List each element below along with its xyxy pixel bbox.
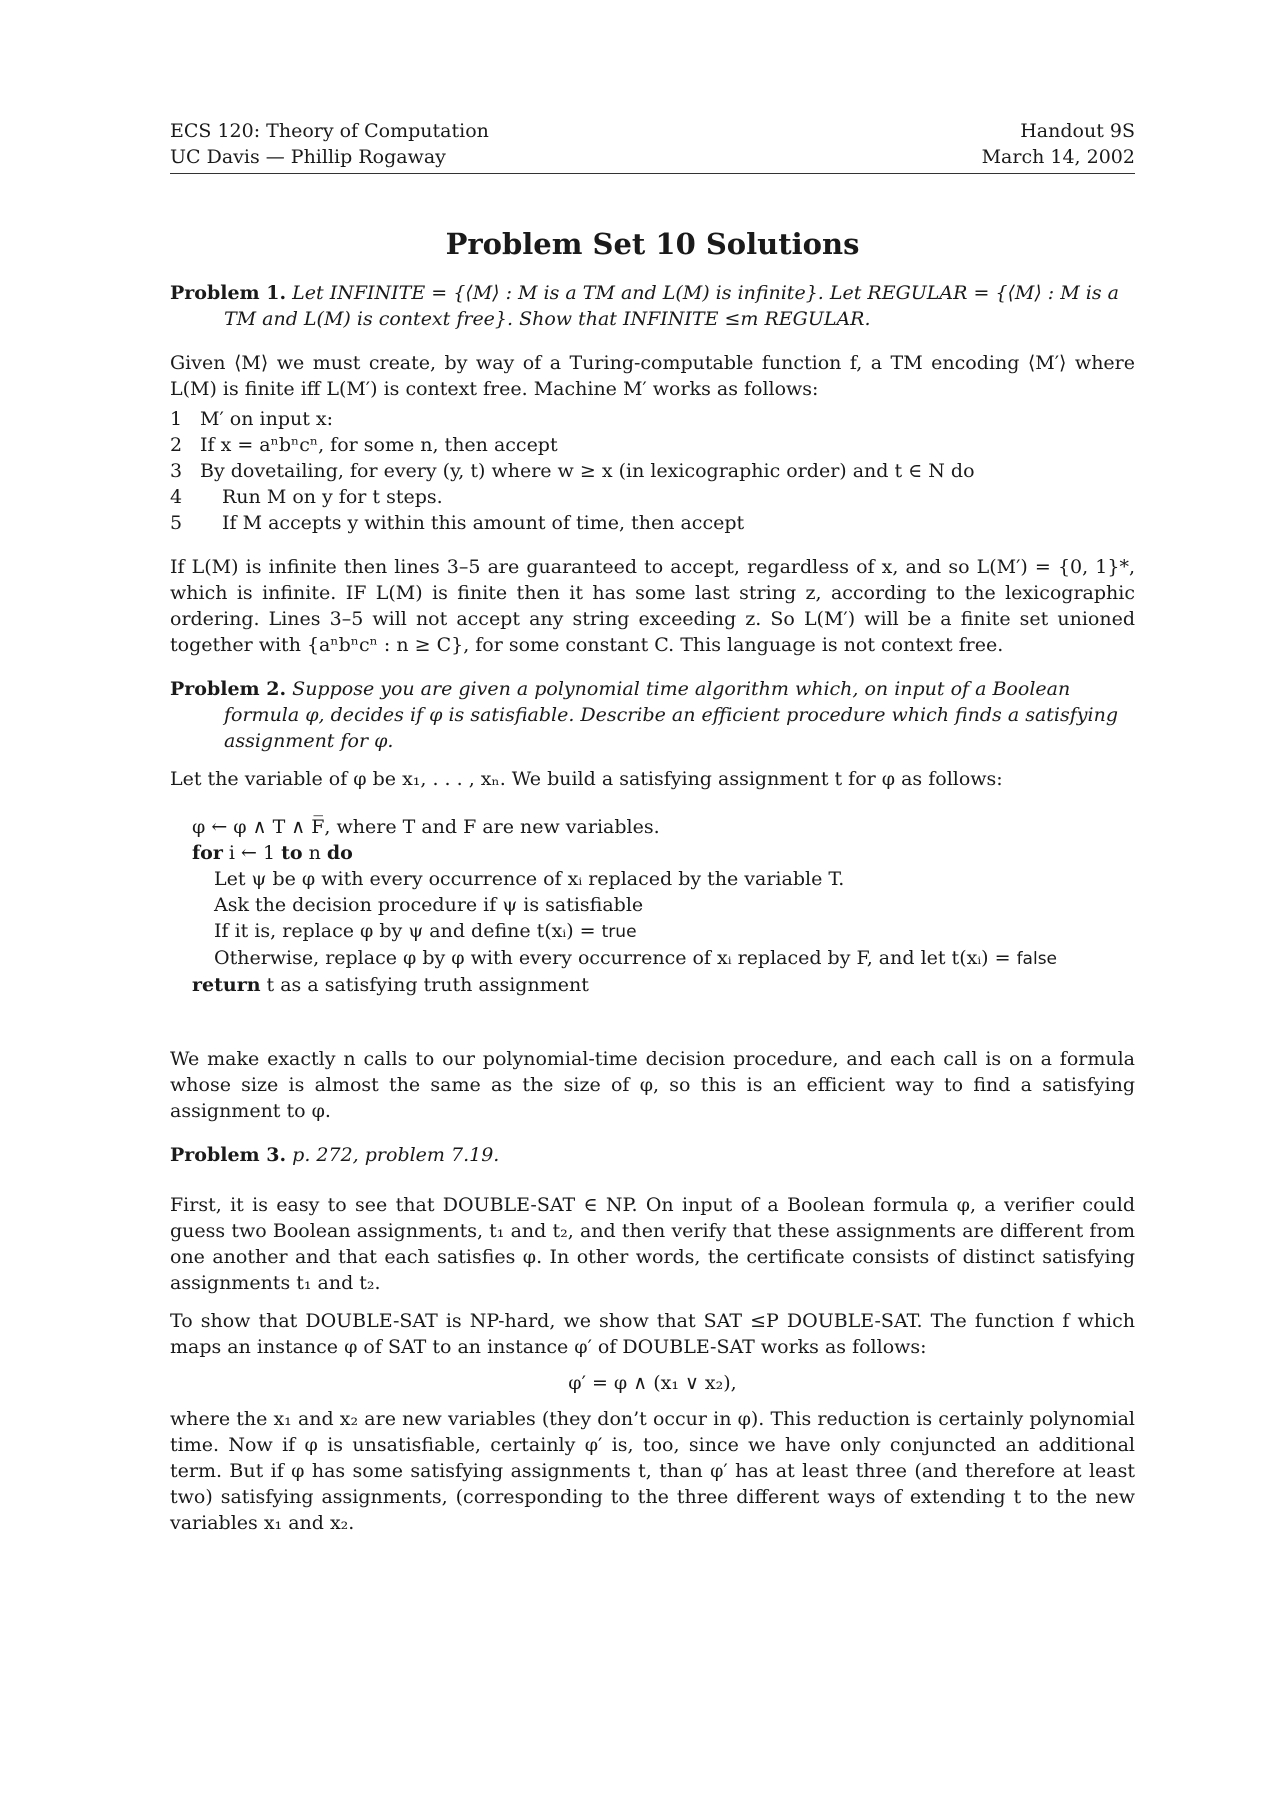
algorithm-line [170,406,1135,432]
problem-1-text: Let INFINITE = {⟨M⟩ : M is a TM and L(M) is infinite}. Let REGULAR = {⟨M⟩ : M is a TM and L(M) is context free}. Show that INFINITE ≤m REGULAR. [224,282,1119,330]
problem-1-statement [170,280,1135,332]
code-line-body [192,918,1135,945]
problem-1-intro: Given ⟨M⟩ we must create, by way of a Turing-computable function f, a TM encoding ⟨M′⟩ where L(M) is finite iff L(M′) is context free. Machine M′ works as follows: [170,352,1135,400]
code-line-init: φ ← φ ∧ T ∧ F̅, where T and F are new variables. [192,816,660,838]
institution-author: UC Davis — Phillip Rogaway [170,146,446,168]
algorithm-line [170,432,1135,458]
true-literal: true [601,922,637,942]
problem-3-para-3: where the x₁ and x₂ are new variables (they don’t occur in φ). This reduction is certainly polynomial time. Now if φ is unsatisfiable, certainly φ′ is, too, since we have only conjuncted an additional term. But if φ has some satisfying assignments t, than φ′ has at least three (and therefore at least two) satisfying assignments, (corresponding to the three different ways of extending t to the new variables x₁ and x₂. [170,1408,1135,1534]
problem-2-statement [170,676,1135,754]
line-number: 5 [170,512,183,534]
handout-date: March 14, 2002 [981,146,1135,168]
problem-2-text: Suppose you are given a polynomial time algorithm which, on input of a Boolean formula φ, decides if φ is satisfiable. Describe an efficient procedure which finds a satisfying assignment for φ. [224,678,1118,752]
problem-1-label: Problem 1. [170,282,287,304]
page-title: Problem Set 10 Solutions [445,227,860,261]
problem-3-para-2: To show that DOUBLE-SAT is NP-hard, we show that SAT ≤P DOUBLE-SAT. The function f which maps an instance φ of SAT to an instance φ′ of DOUBLE-SAT works as follows: [170,1310,1135,1358]
reduction-equation: φ′ = φ ∧ (x₁ ∨ x₂), [568,1372,737,1394]
line-text: M′ on input x: [200,408,334,430]
code-text: Otherwise, replace φ by φ with every occurrence of xᵢ replaced by F, and let t(xᵢ) = [214,947,1017,969]
return-text: t as a satisfying truth assignment [260,974,589,996]
problem-3-para-1: First, it is easy to see that DOUBLE-SAT ∈ NP. On input of a Boolean formula φ, a verifier could guess two Boolean assignments, t₁ and t₂, and then verify that these assignments are different from one another and that each satisfies φ. In other words, the certificate consists of distinct satisfying assignments t₁ and t₂. [170,1194,1135,1294]
problem-3-statement [170,1142,1135,1168]
problem-2-intro: Let the variable of φ be x₁, . . . , xₙ. We build a satisfying assignment t for φ as follows: [170,768,1003,790]
document-page [170,118,1135,1536]
problem-2-procedure [170,814,1135,998]
line-text: If x = aⁿbⁿcⁿ, for some n, then accept [200,434,558,456]
code-line-for [192,840,1135,866]
problem-1-algorithm [170,406,1135,536]
handout-number: Handout 9S [1020,120,1135,142]
for-bound: n [302,842,327,864]
code-line-body: Let ψ be φ with every occurrence of xᵢ replaced by the variable T. [214,868,845,890]
algorithm-line [170,484,1135,510]
problem-3-label: Problem 3. [170,1144,287,1166]
line-number: 1 [170,408,183,430]
line-number: 3 [170,460,183,482]
line-number: 4 [170,486,183,508]
line-text: If M accepts y within this amount of time, then accept [222,512,745,534]
problem-3-text: p. 272, problem 7.19. [292,1144,500,1166]
keyword-to: to [281,842,303,864]
keyword-return: return [192,974,261,996]
problem-2-conclusion: We make exactly n calls to our polynomial-time decision procedure, and each call is on a formula whose size is almost the same as the size of φ, so this is an efficient way to find a satisfying assignment to φ. [170,1048,1135,1122]
page-header [170,118,1135,174]
code-line-body [192,945,1135,972]
problem-1-explanation: If L(M) is infinite then lines 3–5 are guaranteed to accept, regardless of x, and so L(M′) = {0, 1}*, which is infinite. IF L(M) is finite then it has some last string z, according to the lexicographic ordering. Lines 3–5 will not accept any string exceeding z. So L(M′) will be a finite set unioned together with {aⁿbⁿcⁿ : n ≥ C}, for some constant C. This language is not context free. [170,556,1135,656]
algorithm-line [170,510,1135,536]
course-name: ECS 120: Theory of Computation [170,120,489,142]
keyword-do: do [326,842,353,864]
code-line-body: Ask the decision procedure if ψ is satisfiable [214,894,644,916]
keyword-for: for [192,842,223,864]
algorithm-line [170,458,1135,484]
code-text: If it is, replace φ by ψ and define t(xᵢ) = [214,920,602,942]
for-range: i ← 1 [222,842,282,864]
line-text: By dovetailing, for every (y, t) where w ≥ x (in lexicographic order) and t ∈ N do [200,460,975,482]
line-number: 2 [170,434,183,456]
false-literal: false [1016,949,1058,969]
problem-2-label: Problem 2. [170,678,287,700]
line-text: Run M on y for t steps. [222,486,443,508]
code-line-return [192,972,1135,998]
